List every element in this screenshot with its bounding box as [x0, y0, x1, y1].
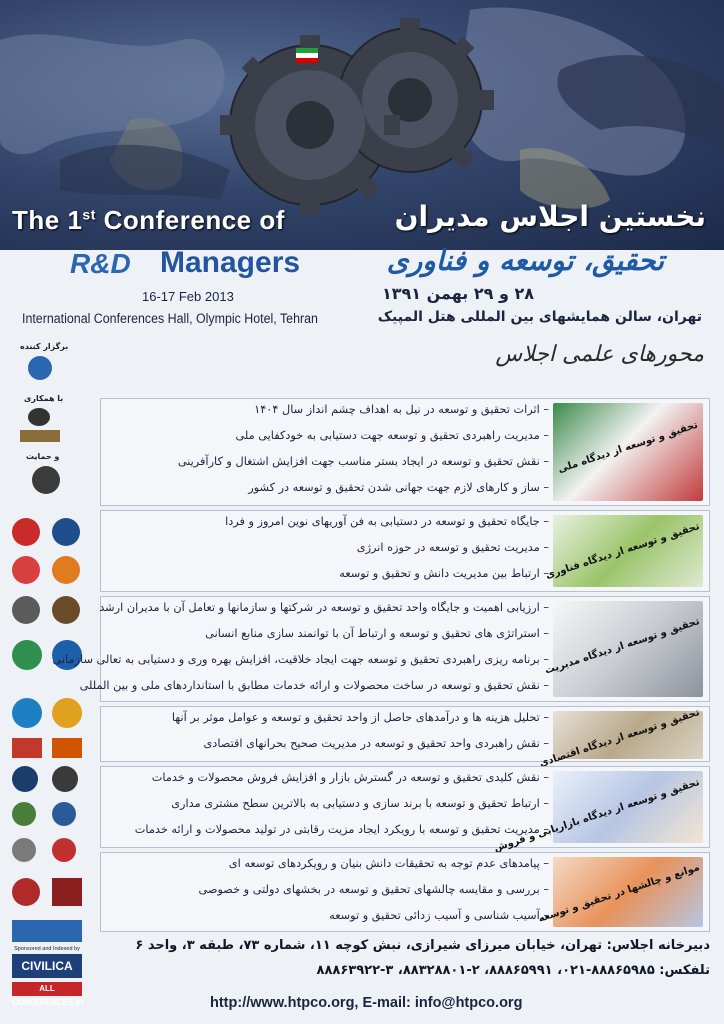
- civilica-logo: CIVILICA: [12, 954, 82, 978]
- website-email[interactable]: http://www.htpco.org, E-mail: info@htpco.org: [210, 995, 523, 1011]
- organizer-logo-icon: [28, 356, 52, 380]
- topic-item: – ارتباط تحقیق و توسعه با برند سازی و دستیابی به بالاترین سطح مشتری مداری: [171, 797, 549, 810]
- topic-item: – مدیریت تحقیق و توسعه در حوزه انرژی: [356, 541, 549, 554]
- hero-banner: [0, 0, 724, 250]
- topic-item: – برنامه ریزی راهبردی تحقیق و توسعه جهت ایجاد خلاقیت، افزایش بهره وری و دستیابی به تعالی سازمانی: [52, 653, 549, 666]
- banner-challenges: موانع و چالشها در تحقیق و توسعه: [553, 857, 703, 927]
- topic-item: – استراتژی های تحقیق و توسعه و ارتباط آن با توانمند سازی منابع انسانی: [205, 627, 549, 640]
- sponsor-logo-icon: [12, 878, 40, 906]
- organizer-label: برگزار کننده: [20, 342, 69, 351]
- banner-management: تحقیق و توسعه از دیدگاه مدیریت: [553, 601, 703, 697]
- title-persian-line2: تحقیق، توسعه و فناوری: [386, 244, 664, 277]
- topic-group-challenges: [100, 852, 710, 932]
- sponsor-banner-icon: [12, 920, 82, 942]
- topic-item: – پیامدهای عدم توجه به تحقیقات دانش بنیان و رویکردهای توسعه ای: [228, 857, 549, 870]
- topic-group-management: [52, 596, 710, 702]
- sponsor-logo-icon: [12, 738, 42, 758]
- sponsor-logo-icon: [12, 556, 40, 584]
- banner-marketing: تحقیق و توسعه از دیدگاه بازاریابی و فروش: [553, 771, 703, 843]
- date-english: 16-17 Feb 2013: [142, 289, 234, 304]
- civilica-caption: Sponsored and Indexed by: [14, 946, 80, 952]
- venue-english: International Conferences Hall, Olympic Hotel, Tehran: [22, 311, 318, 326]
- sponsor-logo-icon: [12, 698, 42, 728]
- sponsor-logo-icon: [52, 838, 76, 862]
- topic-item: – ساز و کارهای لازم جهت جهانی شدن تحقیق و توسعه در کشور: [248, 481, 549, 494]
- venue-persian: تهران، سالن همایشهای بین المللی هتل المپیک: [377, 309, 702, 325]
- scientific-axes-title: محورهای علمی اجلاس: [495, 342, 704, 367]
- rd-logo: R&D: [70, 248, 131, 279]
- title-english: The 1st Conference of: [12, 205, 285, 235]
- allconferences-logo: ALL CONFERENCES.IR: [12, 984, 84, 1007]
- topic-item: – نقش کلیدی تحقیق و توسعه در گسترش بازار و افزایش فروش محصولات و خدمات: [151, 771, 549, 784]
- topic-item: – اثرات تحقیق و توسعه در نیل به اهداف چشم انداز سال ۱۴۰۴: [254, 403, 549, 416]
- sponsor-logo-icon: [52, 556, 80, 584]
- topic-group-economic: [100, 706, 710, 770]
- sponsor-logo-icon: [52, 738, 82, 758]
- collab-logo2-icon: [20, 430, 60, 442]
- sponsor-logo-icon: [12, 640, 42, 670]
- topic-item: – نقش تحقیق و توسعه در ساخت محصولات و ارائه خدمات مطابق با استانداردهای ملی و بین المللی: [79, 679, 549, 692]
- topic-group-technology: [100, 510, 710, 592]
- topic-item: – مدیریت راهبردی تحقیق و توسعه جهت دستیابی به خودکفایی ملی: [235, 429, 549, 442]
- secretariat-address: دبیرخانه اجلاس: تهران، خیابان میرزای شیرازی، نبش کوچه ۱۱، شماره ۷۳، طبقه ۳، واحد ۶: [135, 938, 710, 953]
- sponsor-logo-icon: [12, 838, 36, 862]
- support-label: و حمایت: [26, 452, 60, 461]
- topic-item: – ارتباط بین مدیریت دانش و تحقیق و توسعه: [339, 567, 549, 580]
- banner-economic: تحقیق و توسعه از دیدگاه اقتصادی: [538, 707, 702, 770]
- sponsor-logo-icon: [52, 596, 80, 624]
- topic-item: – آسیب شناسی و آسیب زدائی تحقیق و توسعه: [329, 909, 549, 922]
- sponsor-logo-icon: [52, 518, 80, 546]
- sponsor-logo-icon: [12, 518, 40, 546]
- sponsor-column: [6, 338, 86, 1018]
- sponsor-logo-icon: [12, 802, 36, 826]
- sponsor-logo-icon: [12, 596, 40, 624]
- date-persian: ۲۸ و ۲۹ بهمن ۱۳۹۱: [381, 284, 534, 303]
- managers-heading: Managers: [160, 246, 301, 279]
- support-logo-icon: [32, 466, 60, 494]
- sponsor-logo-icon: [52, 802, 76, 826]
- sponsor-logo-icon: [52, 878, 82, 906]
- title-persian-line1: نخستین اجلاس مدیران: [394, 200, 706, 233]
- collab-label: با همکاری: [24, 394, 64, 403]
- sponsor-logo-icon: [52, 698, 82, 728]
- sponsor-logo-icon: [52, 766, 78, 792]
- topic-item: – تحلیل هزینه ها و درآمدهای حاصل از واحد تحقیق و توسعه و عوامل موثر بر آنها: [171, 711, 549, 724]
- topic-item: – بررسی و مقایسه چالشهای تحقیق و توسعه در بخشهای دولتی و خصوصی: [198, 883, 549, 896]
- topic-item: – مدیریت تحقیق و توسعه با رویکرد ایجاد مزیت رقابتی در تولید محصولات و ارائه خدمات: [134, 823, 549, 836]
- banner-technology: تحقیق و توسعه از دیدگاه فناوری: [553, 515, 703, 587]
- collab-logo-icon: [28, 408, 50, 426]
- sponsor-logo-icon: [12, 766, 38, 792]
- topic-item: – نقش راهبردی واحد تحقیق و توسعه در مدیریت صحیح بحرانهای اقتصادی: [203, 737, 549, 750]
- topic-item: – ارزیابی اهمیت و جایگاه واحد تحقیق و توسعه در شرکتها و سازمانها و تعامل آن با مدیران ارشد: [99, 601, 549, 614]
- topic-group-marketing: [100, 766, 710, 854]
- banner-national: تحقیق و توسعه از دیدگاه ملی: [553, 403, 703, 501]
- topic-item: – نقش تحقیق و توسعه در ایجاد بستر مناسب جهت افزایش اشتغال و کارآفرینی: [177, 455, 549, 468]
- topic-item: – جایگاه تحقیق و توسعه در دستیابی به فن آوریهای نوین امروز و فردا: [225, 515, 549, 528]
- topic-group-national: [100, 398, 710, 506]
- telefax: تلفکس: ۸۸۸۶۵۹۸۵-۰۲۱، ۸۸۸۶۵۹۹۱، ۲-۸۸۳۲۸۸۰۱، ۳-۸۸۸۶۳۹۲۲: [316, 963, 710, 978]
